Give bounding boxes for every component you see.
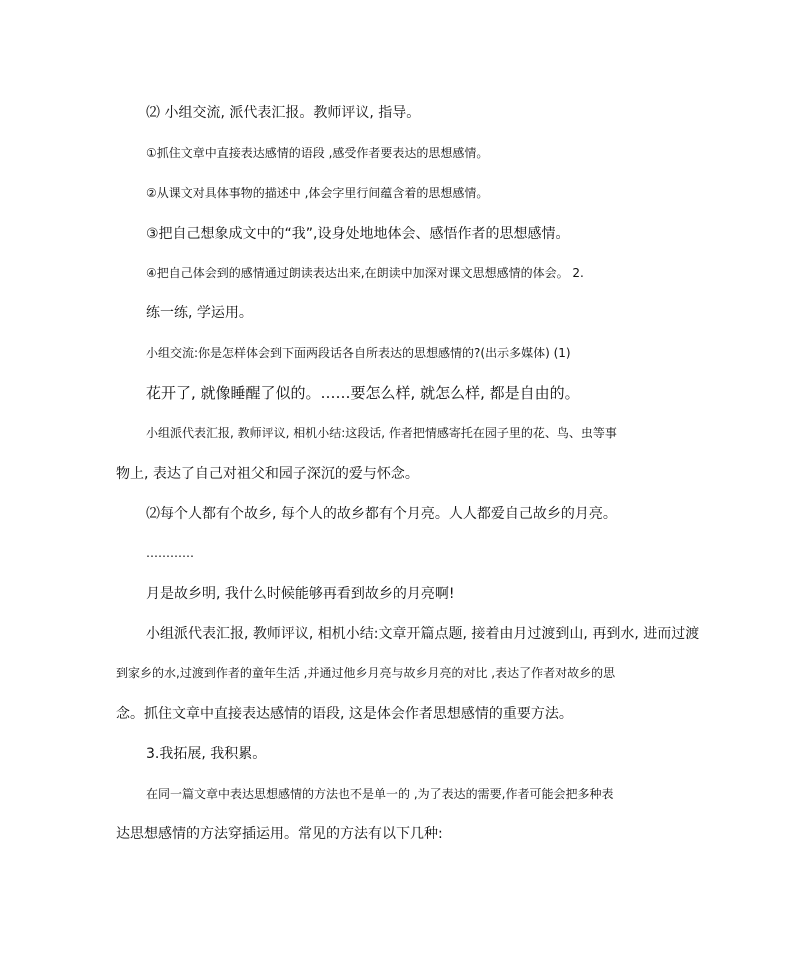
section-practice-heading: 练一练, 学运用。 (146, 305, 253, 321)
summary-2-line-2: 到家乡的水,过渡到作者的童年生活 ,并通过他乡月亮与故乡月亮的对比 ,表达了作者对故乡的思 (116, 666, 616, 680)
quote-flowers: 花开了, 就像睡醒了似的。……要怎么样, 就怎么样, 都是自由的。 (146, 384, 580, 402)
summary-2-line-3: 念。抓住文章中直接表达感情的语段, 这是体会作者思想感情的重要方法。 (116, 706, 573, 722)
section-extend-heading: 3.我拓展, 我积累。 (146, 746, 267, 762)
method-item-4: ④把自己体会到的感情通过朗读表达出来,在朗读中加深对课文思想感情的体会。 2. (146, 266, 584, 280)
summary-2-line-1: 小组派代表汇报, 教师评议, 相机小结:文章开篇点题, 接着由月过渡到山, 再到水, 进而过渡 (146, 626, 700, 642)
method-item-1: ①抓住文章中直接表达感情的语段 ,感受作者要表达的思想感情。 (146, 146, 489, 160)
methods-intro-line-2: 达思想感情的方法穿插运用。常见的方法有以下几种: (116, 826, 443, 842)
method-item-3: ③把自己想象成文中的“我”,设身处地地体会、感悟作者的思想感情。 (146, 226, 570, 242)
method-item-2: ②从课文对具体事物的描述中 ,体会字里行间蕴含着的思想感情。 (146, 186, 489, 200)
summary-1-line-1: 小组派代表汇报, 教师评议, 相机小结:这段话, 作者把情感寄托在园子里的花、鸟、虫等事 (146, 426, 617, 440)
quote-moon-2: 月是故乡明, 我什么时候能够再看到故乡的月亮啊! (146, 586, 455, 602)
summary-1-line-2: 物上, 表达了自己对祖父和园子深沉的爱与怀念。 (116, 466, 419, 482)
ellipsis-line: ………… (146, 546, 194, 560)
group-discussion-prompt: 小组交流:你是怎样体会到下面两段话各自所表达的思想感情的?(出示多媒体) (1) (146, 346, 571, 360)
quote-moon-1: ⑵每个人都有个故乡, 每个人的故乡都有个月亮。人人都爱自己故乡的月亮。 (146, 506, 617, 522)
paragraph-group-report: ⑵ 小组交流, 派代表汇报。教师评议, 指导。 (146, 105, 421, 121)
methods-intro-line-1: 在同一篇文章中表达思想感情的方法也不是单一的 ,为了表达的需要,作者可能会把多种表 (146, 787, 614, 801)
